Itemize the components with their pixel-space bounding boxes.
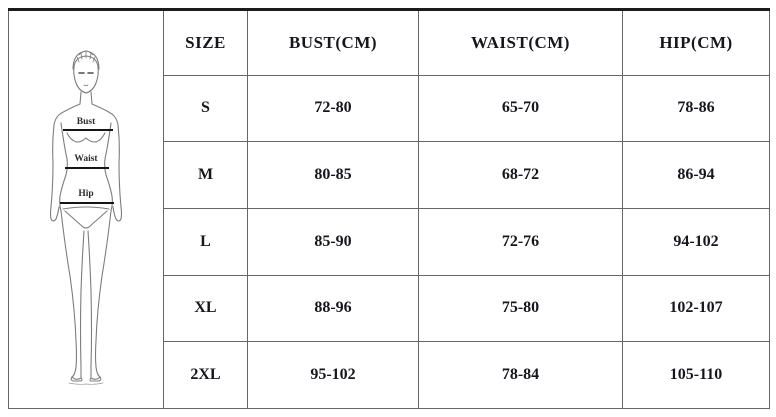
cell-bust-m: 80-85 bbox=[248, 142, 419, 209]
inner-legs bbox=[81, 231, 92, 367]
cell-hip-2xl: 105-110 bbox=[623, 342, 770, 409]
feet-shadow-squiggle bbox=[69, 383, 103, 384]
panty-line bbox=[63, 207, 109, 228]
cell-size-l: L bbox=[164, 208, 248, 275]
cell-size-xl: XL bbox=[164, 275, 248, 342]
cell-hip-l: 94-102 bbox=[623, 208, 770, 275]
header-size: SIZE bbox=[164, 10, 248, 76]
size-chart-table bbox=[8, 8, 770, 409]
waist-label: Waist bbox=[74, 154, 98, 164]
measurement-annotations bbox=[60, 117, 114, 203]
cell-waist-s: 65-70 bbox=[419, 75, 623, 142]
cell-size-s: S bbox=[164, 75, 248, 142]
cell-waist-m: 68-72 bbox=[419, 142, 623, 209]
cell-bust-xl: 88-96 bbox=[248, 275, 419, 342]
header-row bbox=[9, 10, 770, 76]
cell-bust-2xl: 95-102 bbox=[248, 342, 419, 409]
hip-label: Hip bbox=[78, 189, 94, 199]
cell-waist-xl: 75-80 bbox=[419, 275, 623, 342]
cell-hip-xl: 102-107 bbox=[623, 275, 770, 342]
bust-label: Bust bbox=[76, 117, 96, 127]
right-leg bbox=[91, 211, 111, 379]
left-leg bbox=[61, 211, 81, 379]
neck bbox=[80, 92, 92, 104]
figure-cell bbox=[9, 10, 164, 409]
cell-waist-l: 72-76 bbox=[419, 208, 623, 275]
mouth bbox=[84, 85, 88, 86]
cell-bust-l: 85-90 bbox=[248, 208, 419, 275]
header-bust: BUST(CM) bbox=[248, 10, 419, 76]
bust-curves bbox=[67, 133, 105, 142]
header-hip: HIP(CM) bbox=[623, 10, 770, 76]
cell-bust-s: 72-80 bbox=[248, 75, 419, 142]
cell-waist-2xl: 78-84 bbox=[419, 342, 623, 409]
cell-size-m: M bbox=[164, 142, 248, 209]
body-measurement-figure-illustration bbox=[9, 11, 164, 403]
head-outline bbox=[74, 56, 99, 93]
cell-hip-m: 86-94 bbox=[623, 142, 770, 209]
cell-size-2xl: 2XL bbox=[164, 342, 248, 409]
figure-sketch bbox=[51, 51, 122, 384]
cell-hip-s: 78-86 bbox=[623, 75, 770, 142]
header-waist: WAIST(CM) bbox=[419, 10, 623, 76]
